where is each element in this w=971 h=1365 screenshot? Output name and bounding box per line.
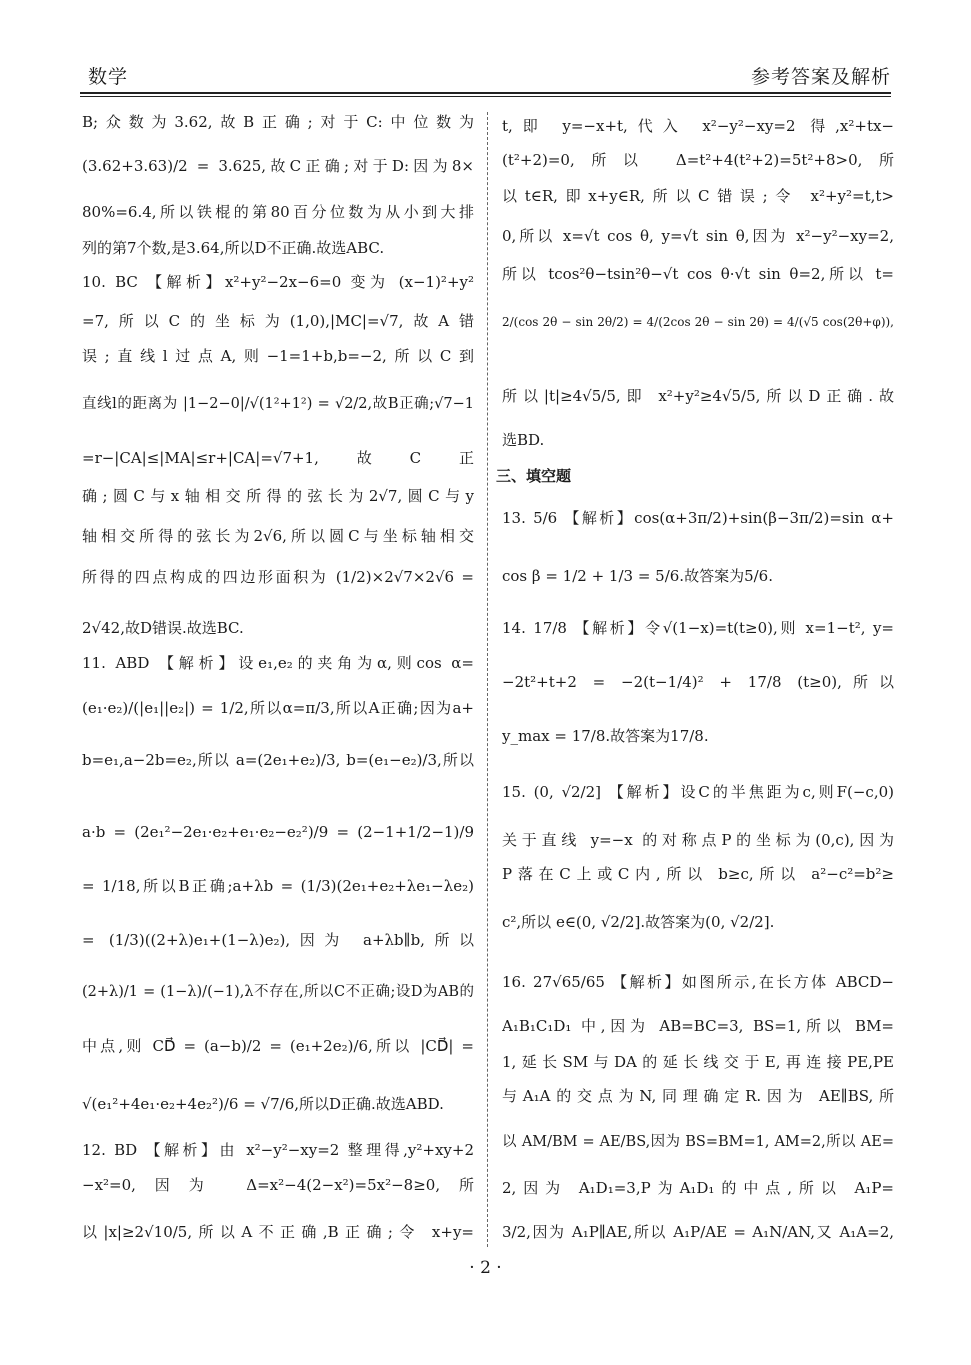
- section-title: 参考答案及解析: [750, 66, 891, 88]
- text-line: 误;直线l过点A,则−1=1+b,b=−2,所以C到: [82, 347, 474, 365]
- text-line: √(e₁²+4e₁·e₂+4e₂²)/6 = √7/6,所以D正确.故选ABD.: [82, 1095, 444, 1113]
- text-line: c²,所以 e∈(0, √2/2].故答案为(0, √2/2].: [502, 913, 775, 931]
- text-line: 15. (0, √2/2] 【解析】设C的半焦距为c,则F(−c,0): [502, 783, 894, 801]
- text-line: 14. 17/8 【解析】令√(1−x)=t(t≥0),则 x=1−t², y=: [502, 619, 894, 637]
- text-line: 16. 27√65/65 【解析】如图所示,在长方体 ABCD−: [502, 973, 894, 991]
- text-line: 选BD.: [502, 431, 545, 449]
- text-line: 0,所以 x=√t cos θ, y=√t sin θ,因为 x²−y²−xy=2,: [502, 227, 894, 245]
- page-number: · 2 ·: [469, 1258, 502, 1278]
- text-line: a·b = (2e₁²−2e₁·e₂+e₁·e₂−e₂²)/9 = (2−1+1/2−1)/9: [82, 823, 474, 841]
- text-line: 所得的四点构成的四边形面积为 (1/2)×2√7×2√6 =: [82, 568, 474, 586]
- text-line: =r−|CA|≤|MA|≤r+|CA|=√7+1,故C正: [82, 449, 474, 467]
- text-line: P落在C上或C内,所以 b≥c,所以 a²−c²=b²≥: [502, 865, 894, 883]
- text-line: = 1/18,所以B正确;a+λb = (1/3)(2e₁+e₂+λe₁−λe₂): [82, 877, 474, 895]
- text-line: (3.62+3.63)/2 = 3.625,故C正确;对于D:因为8×: [82, 157, 474, 175]
- text-line: 12. BD 【解析】由 x²−y²−xy=2 整理得,y²+xy+2: [82, 1141, 474, 1159]
- text-line: 2√42,故D错误.故选BC.: [82, 619, 244, 637]
- text-line: B;众数为3.62,故B正确;对于C:中位数为: [82, 113, 474, 131]
- header-rule-thin: [80, 96, 891, 97]
- text-line: =7,所以C的坐标为(1,0),|MC|=√7,故A错: [82, 312, 474, 330]
- text-line: 3/2,因为 A₁P∥AE,所以 A₁P/AE = A₁N/AN,又 A₁A=2,: [502, 1223, 894, 1241]
- text-line: 11. ABD 【解析】设e₁,e₂的夹角为α,则cos α=: [82, 654, 474, 672]
- text-line: −2t²+t+2 = −2(t−1/4)² + 17/8 (t≥0),所以: [502, 673, 894, 691]
- column-divider: [487, 112, 488, 1247]
- section-heading: 三、填空题: [496, 467, 572, 485]
- text-line: t,即 y=−x+t,代入 x²−y²−xy=2 得,x²+tx−: [502, 117, 894, 135]
- text-line: 80%=6.4,所以铁棍的第80百分位数为从小到大排: [82, 203, 474, 221]
- text-line: −x²=0,因为 Δ=x²−4(2−x²)=5x²−8≥0,所: [82, 1176, 474, 1194]
- text-line: 所以|t|≥4√5/5,即 x²+y²≥4√5/5,所以D正确.故: [502, 387, 894, 405]
- subject-title: 数学: [88, 66, 129, 88]
- text-line: 以t∈R,即x+y∈R,所以C错误;令 x²+y²=t,t>: [502, 187, 894, 205]
- text-line: (e₁·e₂)/(|e₁||e₂|) = 1/2,所以α=π/3,所以A正确;因为a+: [82, 699, 474, 717]
- text-line: A₁B₁C₁D₁ 中,因为 AB=BC=3, BS=1,所以 BM=: [502, 1017, 894, 1035]
- text-line: (2+λ)/1 = (1−λ)/(−1),λ不存在,所以C不正确;设D为AB的: [82, 984, 474, 1000]
- page-header: [88, 62, 891, 92]
- text-line: 与A₁A的交点为N,同理确定R.因为 AE∥BS,所: [502, 1087, 894, 1105]
- text-line: 直线l的距离为 |1−2−0|/√(1²+1²) = √2/2,故B正确;√7−1: [82, 396, 474, 412]
- text-line: 10. BC 【解析】x²+y²−2x−6=0 变为 (x−1)²+y²: [82, 273, 474, 291]
- text-line: = (1/3)((2+λ)e₁+(1−λ)e₂),因为 a+λb∥b,所以: [82, 931, 474, 949]
- text-line: 13. 5/6 【解析】cos(α+3π/2)+sin(β−3π/2)=sin α+: [502, 509, 894, 527]
- text-line: 中点,则 CD⃗ = (a−b)/2 = (e₁+2e₂)/6,所以 |CD⃗| =: [82, 1037, 474, 1055]
- text-line: b=e₁,a−2b=e₂,所以 a=(2e₁+e₂)/3, b=(e₁−e₂)/3,所以: [82, 751, 474, 769]
- text-line: y_max = 17/8.故答案为17/8.: [502, 727, 709, 745]
- text-line: 确;圆C与x轴相交所得的弦长为2√7,圆C与y: [82, 487, 474, 505]
- text-line: 列的第7个数,是3.64,所以D不正确.故选ABC.: [82, 239, 385, 257]
- text-line: 轴相交所得的弦长为2√6,所以圆C与坐标轴相交: [82, 527, 474, 545]
- text-line: 所以 tcos²θ−tsin²θ−√t cos θ·√t sin θ=2,所以 t=: [502, 265, 894, 283]
- text-line: (t²+2)=0,所以 Δ=t²+4(t²+2)=5t²+8>0,所: [502, 151, 894, 169]
- text-line: 2,因为 A₁D₁=3,P为A₁D₁的中点,所以 A₁P=: [502, 1179, 894, 1197]
- text-line: 以 AM/BM = AE/BS,因为 BS=BM=1, AM=2,所以 AE=: [502, 1134, 894, 1150]
- header-rule-thick: [80, 92, 891, 94]
- text-line: 关于直线 y=−x 的对称点P的坐标为(0,c),因为: [502, 831, 894, 849]
- text-line: cos β = 1/2 + 1/3 = 5/6.故答案为5/6.: [502, 567, 773, 585]
- text-line: 以|x|≥2√10/5,所以A不正确,B正确;令 x+y=: [82, 1223, 474, 1241]
- text-line: 2/(cos 2θ − sin 2θ/2) = 4/(2cos 2θ − sin 2θ) = 4/(√5 cos(2θ+φ)),: [502, 315, 894, 329]
- text-line: 1,延长SM与DA的延长线交于E,再连接PE,PE: [502, 1053, 894, 1071]
